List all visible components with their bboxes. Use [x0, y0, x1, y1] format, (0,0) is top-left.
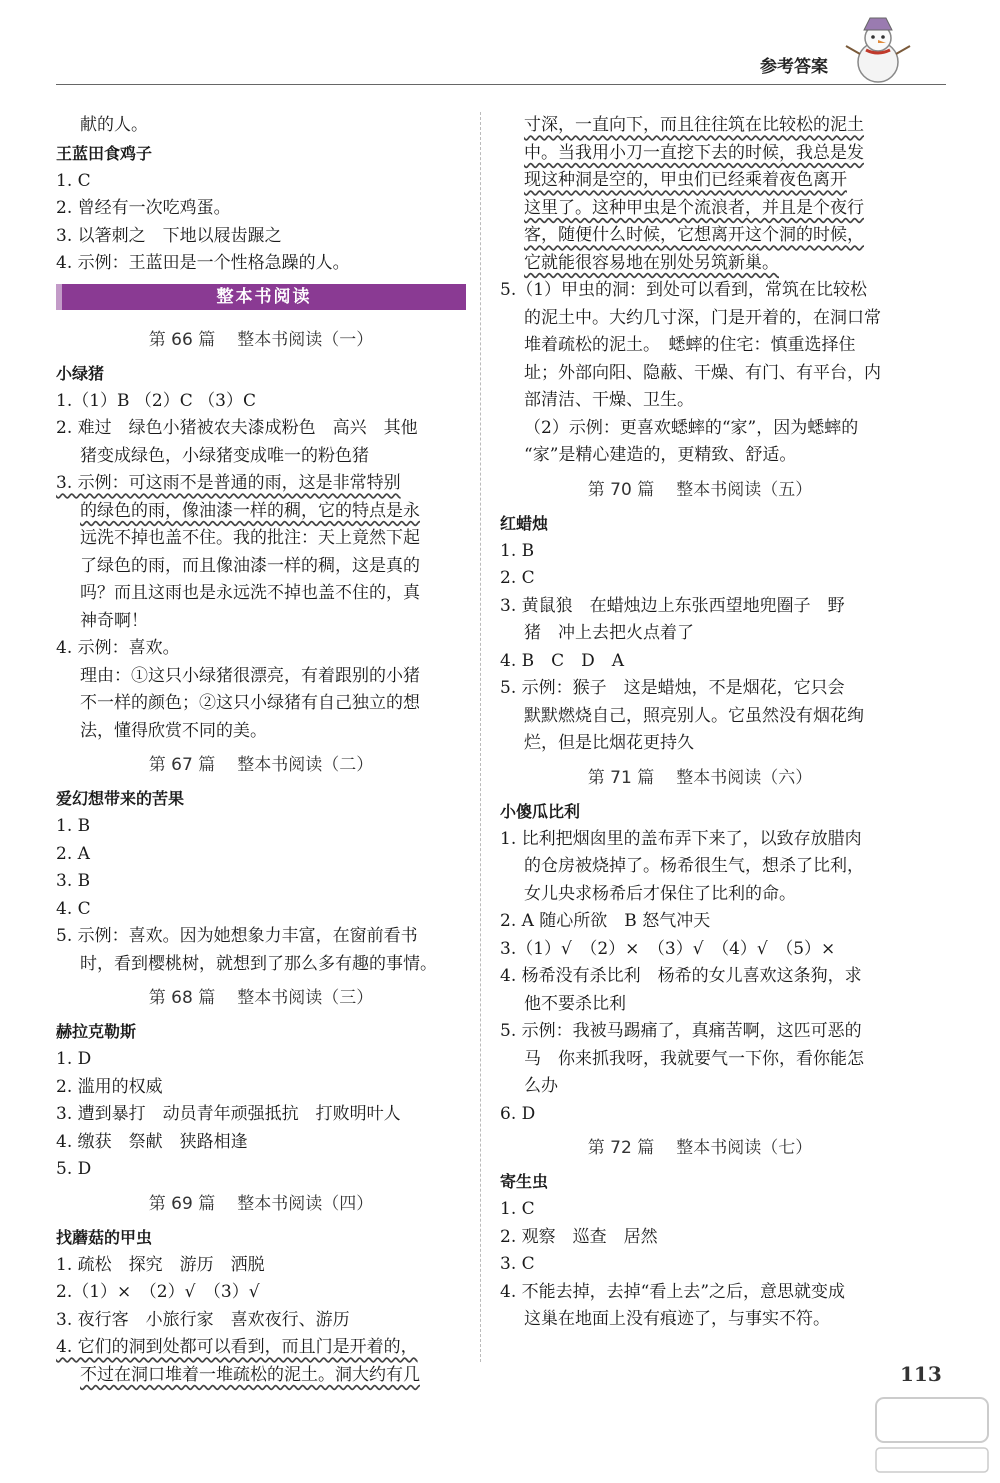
- answer-text: 的绿色的雨，像油漆一样的稠，它的特点是永: [80, 500, 420, 521]
- chapter-number: 第 68 篇: [148, 988, 216, 1008]
- right-column: [500, 112, 900, 1334]
- answer-text: 2.（1）× （2）√ （3）√: [56, 1282, 260, 1302]
- answer-text: 寸深，一直向下，而且往往筑在比较松的泥土: [524, 115, 864, 135]
- chapter-number: 第 69 篇: [148, 1193, 216, 1214]
- chapter-title: 整本书阅读（六）: [676, 767, 813, 788]
- answer-text: 3. 示例：可这雨不是普通的雨，这是非常特别: [56, 473, 401, 493]
- answer-line: [500, 332, 900, 360]
- answer-text: “家”是精心建造的，更精致、舒适。: [524, 445, 797, 465]
- answer-text: 客，随便什么时候，它想离开这个洞的时候，: [524, 225, 864, 245]
- answer-line: [500, 703, 900, 731]
- answer-line: [500, 442, 900, 470]
- answer-text: 5. 示例：我被马踢痛了，真痛苦啊，这匹可恶的: [500, 1021, 862, 1041]
- answer-line: [500, 826, 900, 854]
- answer-text: 5.（1）甲虫的洞：到处可以看到，常筑在比较松: [500, 280, 868, 300]
- chapter-heading: [56, 745, 466, 785]
- answer-text: 2. 滥用的权威: [56, 1076, 163, 1097]
- answer-line: [500, 881, 900, 909]
- chapter-title: 整本书阅读（四）: [237, 1193, 374, 1214]
- answer-line: [56, 1156, 466, 1184]
- answer-text: 4. 杨希没有杀比利 杨希的女儿喜欢这条狗，求: [500, 966, 862, 986]
- answer-text: 了绿色的雨，而且像油漆一样的稠，这是真的: [80, 555, 420, 576]
- answer-line: [56, 443, 466, 471]
- answer-line: [500, 853, 900, 881]
- answer-text: 1. 比利把烟囱里的盖布弄下来了，以致存放腊肉: [500, 828, 862, 849]
- answer-line: [500, 675, 900, 703]
- answer-line: [56, 663, 466, 691]
- chapter-number: 第 67 篇: [148, 755, 216, 775]
- answer-line: [500, 538, 900, 566]
- answer-text: 4. 不能去掉，去掉“看上去”之后，意思就变成: [500, 1281, 846, 1302]
- answer-line: [500, 648, 900, 676]
- answer-text: 4. C: [56, 898, 91, 919]
- answer-text: 1. B: [500, 540, 535, 561]
- answer-text: 马 你来抓我呀，我就要气一下你，看你能怎: [524, 1048, 864, 1069]
- answer-text: 3. C: [500, 1254, 535, 1274]
- answer-text: （2）示例：更喜欢蟋蟀的“家”，因为蟋蟀的: [524, 417, 859, 438]
- answer-line: [56, 250, 466, 278]
- answer-line: [56, 1307, 466, 1335]
- answer-text: 时，看到樱桃树，就想到了那么多有趣的事情。: [80, 953, 437, 974]
- chapter-number: 第 71 篇: [587, 767, 655, 788]
- passage-title: 小傻瓜比利: [500, 801, 581, 821]
- answer-line: [500, 908, 900, 936]
- answer-text: 1. C: [56, 170, 91, 191]
- answer-text: 不一样的颜色；②这只小绿猪有自己独立的想: [80, 693, 420, 713]
- answer-line: [56, 1279, 466, 1307]
- answer-text: 1.（1）B （2）C （3）C: [56, 390, 256, 411]
- answer-text: 不过在洞口堆着一堆疏松的泥土。洞大约有几: [80, 1364, 420, 1385]
- answer-line: [500, 1224, 900, 1252]
- answer-line: [56, 690, 466, 718]
- answer-text: 2. A: [56, 843, 90, 864]
- answer-line: [56, 1074, 466, 1102]
- answer-text: 4. 它们的洞到处都可以看到，而且门是开着的，: [56, 1337, 418, 1357]
- answer-text: 部清洁、干燥、卫生。: [524, 390, 694, 410]
- answer-line: [56, 223, 466, 251]
- answer-text: 2. 曾经有一次吃鸡蛋。: [56, 198, 231, 218]
- answer-line: [56, 1101, 466, 1129]
- answer-text: 远洗不掉也盖不住。我的批注：天上竟然下起: [80, 528, 420, 548]
- answer-line: [500, 1018, 900, 1046]
- chapter-heading: [500, 1128, 900, 1168]
- answer-line: [500, 360, 900, 388]
- passage-title: 小绿猪: [56, 363, 105, 383]
- answer-line: [56, 635, 466, 663]
- answer-text: 默默燃烧自己，照亮别人。它虽然没有烟花绚: [524, 705, 864, 726]
- answer-line: [56, 813, 466, 841]
- answer-text: 5. 示例：喜欢。因为她想象力丰富，在窗前看书: [56, 926, 418, 946]
- answer-line: [500, 991, 900, 1019]
- passage-title: 红蜡烛: [500, 513, 549, 533]
- page-number: 113: [900, 1362, 942, 1386]
- answer-text: 他不要杀比利: [524, 993, 626, 1014]
- chapter-heading: [500, 470, 900, 510]
- answer-text: 5. D: [56, 1159, 92, 1179]
- chapter-heading: [56, 320, 466, 360]
- answer-line: [500, 1101, 900, 1129]
- answer-text: 2. 观察 巡查 居然: [500, 1226, 658, 1247]
- answer-line: [500, 305, 900, 333]
- answer-line: [500, 167, 900, 195]
- answer-text: 3. 夜行客 小旅行家 喜欢夜行、游历: [56, 1309, 350, 1330]
- chapter-number: 第 72 篇: [587, 1138, 655, 1158]
- answer-line: [56, 470, 466, 498]
- answer-text: 献的人。: [80, 115, 148, 135]
- passage-title: 寄生虫: [500, 1172, 549, 1191]
- answer-line: [56, 415, 466, 443]
- answer-text: 中。当我用小刀一直挖下去的时候，我总是发: [524, 142, 864, 163]
- answer-line: [56, 553, 466, 581]
- answer-line: [500, 112, 900, 140]
- answer-line: [500, 1251, 900, 1279]
- answer-text: 现这种洞是空的，甲虫们已经乘着夜色离开: [524, 170, 847, 190]
- answer-text: 这巢在地面上没有痕迹了，与事实不符。: [524, 1309, 830, 1329]
- snowman-mascot-icon: [838, 16, 918, 88]
- answer-line: [500, 1073, 900, 1101]
- answer-text: 1. B: [56, 816, 91, 836]
- watermark-logo-icon: [870, 1390, 995, 1478]
- answer-line: [56, 896, 466, 924]
- chapter-number: 第 70 篇: [587, 479, 655, 500]
- answer-text: 5. 示例：猴子 这是蜡烛，不是烟花，它只会: [500, 678, 845, 698]
- answer-line: [56, 841, 466, 869]
- answer-line: [56, 525, 466, 553]
- answer-text: 神奇啊！: [80, 610, 148, 631]
- answer-line: [500, 593, 900, 621]
- answer-line: [56, 388, 466, 416]
- answer-line: [500, 936, 900, 964]
- passage-title: 爱幻想带来的苦果: [56, 789, 185, 808]
- chapter-heading: [500, 758, 900, 798]
- answer-text: 3. 以箸刺之 下地以屐齿蹍之: [56, 225, 282, 246]
- answer-text: 猪 冲上去把火点着了: [524, 623, 694, 643]
- header-rule: [56, 84, 946, 85]
- passage-title: 赫拉克勒斯: [56, 1022, 137, 1041]
- column-divider: [480, 112, 481, 1362]
- chapter-title: 整本书阅读（一）: [237, 329, 374, 350]
- chapter-title: 整本书阅读（七）: [676, 1138, 813, 1158]
- answer-text: 猪变成绿色，小绿猪变成唯一的粉色猪: [80, 445, 369, 466]
- answer-text: 1. 疏松 探究 游历 洒脱: [56, 1254, 265, 1275]
- answer-line: [500, 565, 900, 593]
- answer-line: [500, 222, 900, 250]
- answer-line: [500, 387, 900, 415]
- answer-line: [56, 1334, 466, 1362]
- answer-line: [500, 1196, 900, 1224]
- chapter-number: 第 66 篇: [148, 329, 216, 350]
- answer-line: [500, 277, 900, 305]
- answer-text: 的仓房被烧掉了。杨希很生气，想杀了比利，: [524, 856, 864, 876]
- answer-line: [56, 608, 466, 636]
- answer-line: [56, 1252, 466, 1280]
- answer-line: [56, 1362, 466, 1390]
- answer-text: 址；外部向阳、隐蔽、干燥、有门、有平台，内: [524, 362, 881, 383]
- answer-line: [56, 112, 466, 140]
- answer-text: 3.（1）√ （2）× （3）√ （4）√ （5）×: [500, 938, 836, 959]
- answer-line: [500, 250, 900, 278]
- chapter-heading: [56, 1184, 466, 1224]
- answer-text: 3. B: [56, 871, 91, 891]
- left-column: [56, 112, 466, 1389]
- answer-text: 3. 黄鼠狼 在蜡烛边上东张西望地兜圈子 野: [500, 595, 845, 616]
- answer-text: 吗？而且这雨也是永远洗不掉也盖不住的，真: [80, 583, 420, 603]
- answer-line: [500, 1046, 900, 1074]
- answer-line: [56, 195, 466, 223]
- answer-text: 4. 缴获 祭献 狭路相逢: [56, 1131, 248, 1152]
- answer-text: 这里了。这种甲虫是个流浪者，并且是个夜行: [524, 197, 864, 218]
- answer-line: [56, 868, 466, 896]
- header-label: 参考答案: [760, 57, 828, 77]
- answer-line: [500, 140, 900, 168]
- answer-line: [56, 951, 466, 979]
- answer-text: 法，懂得欣赏不同的美。: [80, 720, 267, 741]
- answer-line: [56, 580, 466, 608]
- answer-text: 烂，但是比烟花更持久: [524, 733, 694, 753]
- answer-line: [56, 1046, 466, 1074]
- answer-line: [500, 620, 900, 648]
- answer-text: 女儿央求杨希后才保住了比利的命。: [524, 883, 796, 904]
- answer-line: [500, 1279, 900, 1307]
- chapter-title: 整本书阅读（二）: [237, 755, 374, 775]
- answer-text: 的泥土中。大约几寸深，门是开着的，在洞口常: [524, 307, 881, 328]
- answer-text: 4. B C D A: [500, 650, 625, 671]
- chapter-title: 整本书阅读（三）: [237, 988, 374, 1008]
- answer-line: [56, 498, 466, 526]
- answer-line: [56, 1129, 466, 1157]
- section-banner: 整本书阅读: [56, 284, 466, 310]
- answer-text: 4. 示例：喜欢。: [56, 638, 180, 658]
- answer-line: [500, 1306, 900, 1334]
- answer-text: 4. 示例：王蓝田是一个性格急躁的人。: [56, 253, 350, 273]
- answer-text: 么办: [524, 1076, 558, 1096]
- answer-line: [500, 730, 900, 758]
- answer-text: 1. C: [500, 1199, 535, 1219]
- answer-line: [56, 718, 466, 746]
- chapter-title: 整本书阅读（五）: [676, 479, 813, 500]
- answer-line: [500, 195, 900, 223]
- answer-text: 3. 遭到暴打 动员青年顽强抵抗 打败明叶人: [56, 1104, 401, 1124]
- chapter-heading: [56, 978, 466, 1018]
- answer-line: [56, 168, 466, 196]
- answer-text: 2. 难过 绿色小猪被农夫漆成粉色 高兴 其他: [56, 418, 418, 438]
- passage-title: 王蓝田食鸡子: [56, 143, 153, 163]
- answer-line: [500, 415, 900, 443]
- answer-text: 2. A 随心所欲 B 怒气冲天: [500, 911, 711, 931]
- passage-title: 找蘑菇的甲虫: [56, 1227, 153, 1247]
- answer-text: 理由：①这只小绿猪很漂亮，有着跟别的小猪: [80, 665, 420, 686]
- answer-text: 堆着疏松的泥土。 蟋蟀的住宅：慎重选择住: [524, 335, 856, 355]
- answer-line: [500, 963, 900, 991]
- answer-text: 2. C: [500, 568, 535, 588]
- answer-line: [56, 923, 466, 951]
- answer-text: 它就能很容易地在别处另筑新巢。: [524, 252, 779, 273]
- answer-text: 6. D: [500, 1103, 536, 1124]
- answer-text: 1. D: [56, 1049, 92, 1069]
